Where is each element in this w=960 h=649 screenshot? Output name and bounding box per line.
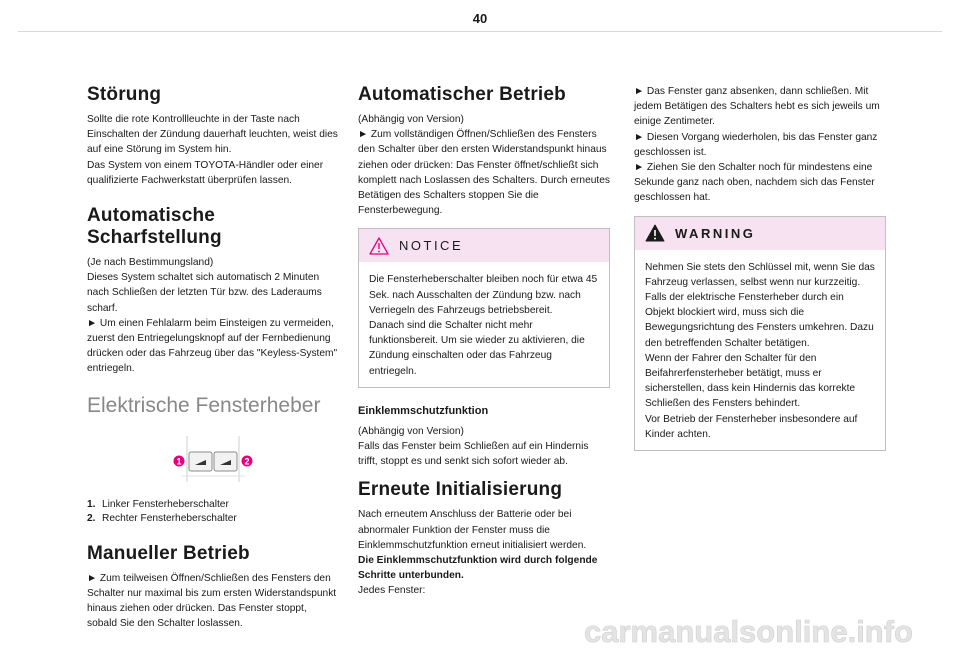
auto-text-2: ► Zum vollständigen Öffnen/Schließen des Fensters den Schalter über den ersten Widerstandspunkt hinaus ziehen oder drücken: Das Fenster öffnet/schließt sich komplett nach Loslassen des Schalters. Durch erneutes Betätigen des Schalters stoppen Sie die Fensterbewegung. (358, 129, 610, 217)
notice-title: NOTICE (399, 238, 464, 254)
callout-label-1: 1 (176, 456, 182, 467)
warning-text-2: Falls der elektrische Fensterheber durch ein Objekt blockiert wird, muss sich die Bewegungsrichtung des Fensters umkehren. Dazu den betreffenden Schalter betätigen. (645, 292, 874, 349)
scharf-text-2: Dieses System schaltet sich automatisch 2 Minuten nach Schließen der letzten Tür bzw. des Laderaums scharf. (87, 272, 322, 314)
heading-manueller-betrieb: Manueller Betrieb (87, 542, 250, 564)
stoerung-text-2: Das System von einem TOYOTA-Händler oder einer qualifizierte Fachwerkstatt überprüfen lassen. (87, 159, 324, 186)
chapter-title: Elektrische Fensterheber (87, 393, 321, 417)
steps-text-2: ► Diesen Vorgang wiederholen, bis das Fenster ganz geschlossen ist. (634, 131, 878, 158)
scharf-text-1: (Je nach Bestimmungsland) (87, 257, 214, 269)
warning-text-3: Wenn der Fahrer den Schalter für den Beifahrerfensterheber betätigt, muss er sicherstellen, dass kein Hindernis das korrekte Schließen des Fensters behindert. (645, 352, 856, 410)
notice-text-1: Die Fensterheberschalter bleiben noch für etwa 45 Sek. nach Ausschalten der Zündung bzw. nach Verriegeln des Fahrzeugs betriebsbereit. (369, 274, 598, 316)
heading-stoerung: Störung (87, 84, 162, 105)
warning-title: WARNING (675, 225, 756, 241)
list-number: 1. (87, 498, 96, 510)
steps-text-3: ► Ziehen Sie den Schalter noch für mindestens eine Sekunde ganz nach oben, nachdem sich das Fenster geschlossen hat. (634, 162, 875, 204)
page-number: 40 (472, 11, 488, 26)
watermark: carmanualsonline.info (583, 614, 913, 649)
heading-scharfstellung: Automatische Scharfstellung (87, 205, 222, 249)
steps-text-1: ► Das Fenster ganz absenken, dann schließen. Mit jedem Betätigen des Schalters hebt es sich jeweils um einige Zentimeter. (634, 86, 880, 128)
callout-label-2: 2 (244, 456, 250, 467)
warning-text-4: Vor Betrieb der Fensterheber insbesondere auf Kinder achten. (645, 413, 858, 440)
scharf-text-3: ► Um einen Fehlalarm beim Einsteigen zu vermeiden, zuerst den Entriegelungsknopf auf der Fernbedienung drücken oder das Fahrzeug über das "Keyless-System" entriegeln. (87, 317, 338, 375)
klemm-text-2: Falls das Fenster beim Schließen auf ein Hindernis trifft, stoppt es und senkt sich sofort wieder ab. (358, 441, 589, 468)
init-text-3: Jedes Fenster: (358, 585, 426, 597)
stoerung-text-1: Sollte die rote Kontrollleuchte in der Taste nach Einschalten der Zündung dauerhaft leuchten, weist dies auf eine Störung im System hin. (87, 114, 338, 156)
manuell-text-1: ► Zum teilweisen Öffnen/Schließen des Fensters den Schalter nur maximal bis zum ersten Widerstandspunkt hinaus ziehen oder drücken. Das Fenster stoppt, sobald Sie den Schalter loslassen. (87, 572, 337, 630)
list-number: 2. (87, 512, 96, 524)
heading-initialisierung: Erneute Initialisierung (358, 479, 563, 501)
auto-text-1: (Abhängig von Version) (358, 114, 464, 125)
init-text-1: Nach erneutem Anschluss der Batterie oder bei abnormaler Funktion der Fenster muss die Einklemmschutzfunktion erneut initialisiert werden. (358, 509, 587, 551)
heading-automatischer-betrieb: Automatischer Betrieb (358, 84, 566, 105)
list-text: Linker Fensterheberschalter (102, 498, 229, 510)
warning-text-1: Nehmen Sie stets den Schlüssel mit, wenn Sie das Fahrzeug verlassen, selbst wenn nur kurzzeitig. (645, 261, 875, 288)
list-text: Rechter Fensterheberschalter (102, 512, 237, 524)
klemm-text-1: (Abhängig von Version) (358, 425, 464, 437)
heading-einklemmschutz: Einklemmschutzfunktion (358, 404, 489, 417)
init-text-2: Die Einklemmschutzfunktion wird durch folgende Schritte unterbunden. (358, 555, 598, 582)
notice-text-2: Danach sind die Schalter nicht mehr funktionsbereit. Um sie wieder zu aktivieren, die Zündung einschalten oder das Fahrzeug entriegeln. (369, 320, 585, 377)
